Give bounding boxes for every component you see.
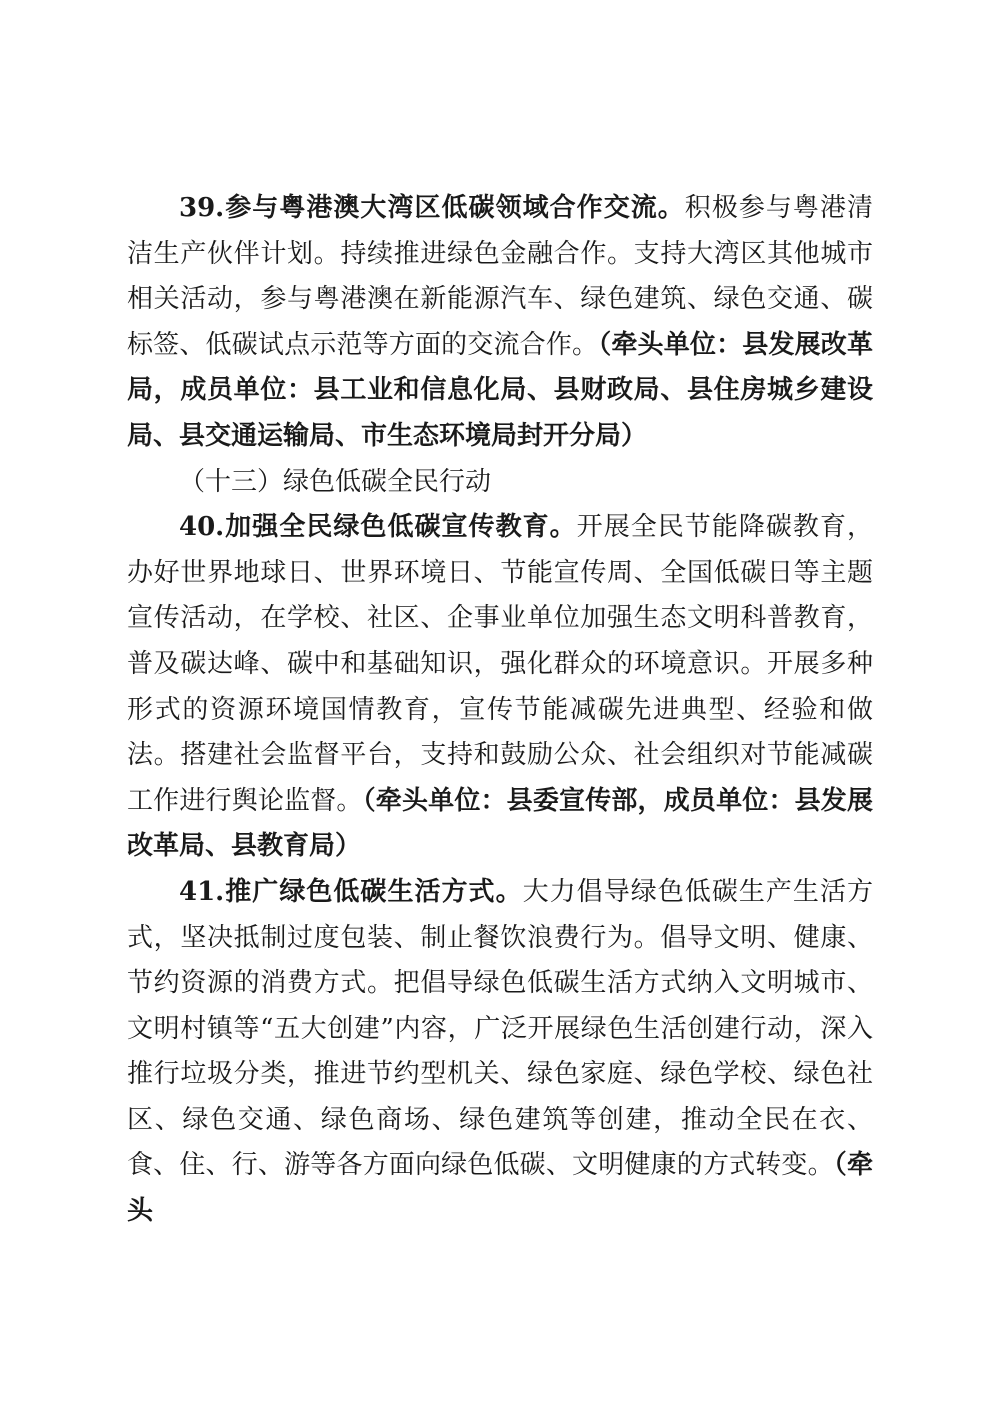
item-40-paragraph [127, 505, 873, 870]
item-39-responsibility: （牵头单位：县发展改革局，成员单位：县工业和信息化局、县财政局、县住房城乡建设局、县交通运输局、市生态环境局封开分局） [127, 329, 873, 451]
item-39-paragraph [127, 186, 873, 460]
item-39-lead: 39.参与粤港澳大湾区低碳领域合作交流。 [179, 193, 685, 223]
item-40-lead: 40.加强全民绿色低碳宣传教育。 [179, 512, 577, 543]
item-40-body: 开展全民节能降碳教育，办好世界地球日、世界环境日、节能宣传周、全国低碳日等主题宣传活动，在学校、社区、企事业单位加强生态文明科普教育，普及碳达峰、碳中和基础知识，强化群众的环境意识。开展多种形式的资源环境国情教育，宣传节能减碳先进典型、经验和做法。搭建社会监督平台，支持和鼓励公众、社会组织对节能减碳工作进行舆论监督。 [127, 512, 873, 816]
item-41-lead: 41.推广绿色低碳生活方式。 [179, 876, 523, 907]
item-39-body: 积极参与粤港清洁生产伙伴计划。持续推进绿色金融合作。支持大湾区其他城市相关活动，参与粤港澳在新能源汽车、绿色建筑、绿色交通、碳标签、低碳试点示范等方面的交流合作。 [127, 193, 873, 360]
item-40-responsibility: （牵头单位：县委宣传部，成员单位：县发展改革局、县教育局） [127, 785, 873, 862]
item-41-responsibility: （牵头 [127, 1150, 873, 1227]
item-41-body: 大力倡导绿色低碳生产生活方式，坚决抵制过度包装、制止餐饮浪费行为。倡导文明、健康、节约资源的消费方式。把倡导绿色低碳生活方式纳入文明城市、文明村镇等“五大创建”内容，广泛开展绿色生活创建行动，深入推行垃圾分类，推进节约型机关、绿色家庭、绿色学校、绿色社区、绿色交通、绿色商场、绿色建筑等创建，推动全民在衣、食、住、行、游等各方面向绿色低碳、文明健康的方式转变。 [127, 876, 873, 1181]
section-13-heading: （十三）绿色低碳全民行动 [179, 466, 492, 497]
item-41-paragraph [127, 870, 873, 1235]
document-page [127, 186, 873, 1235]
